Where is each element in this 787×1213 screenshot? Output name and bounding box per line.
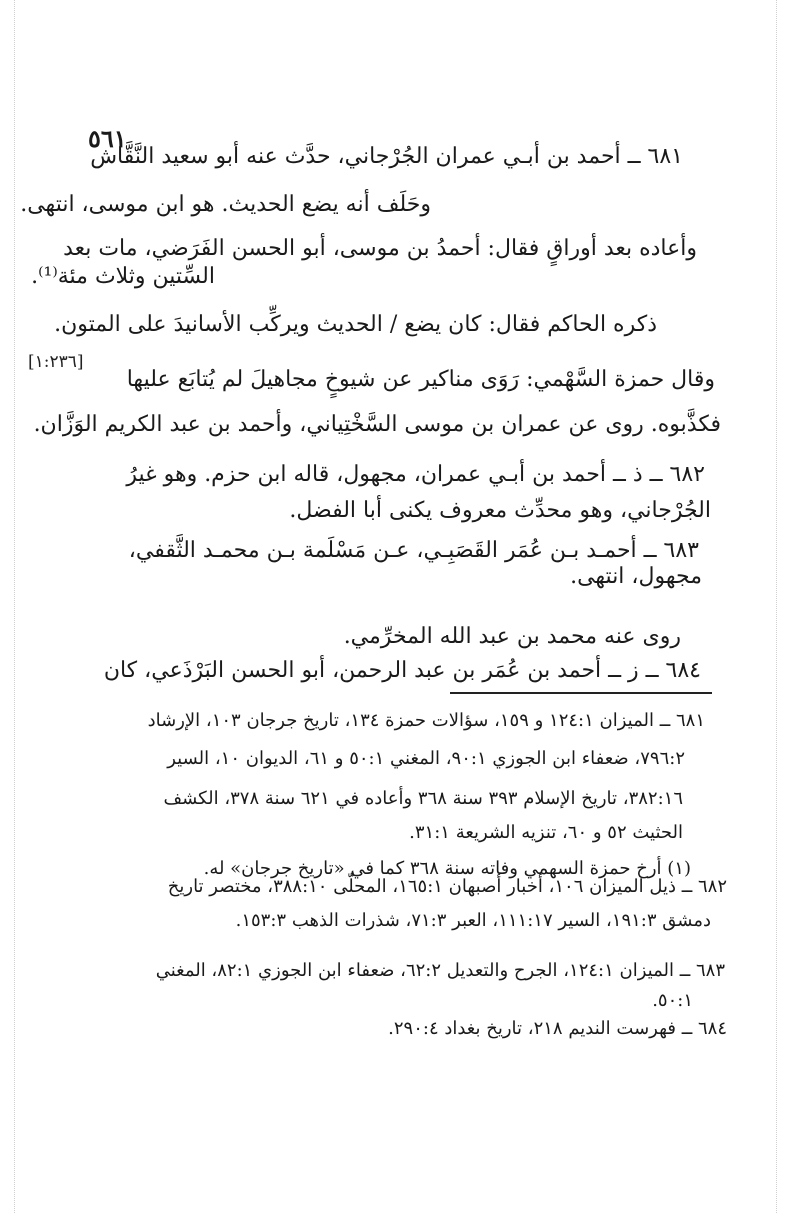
entry-684-line-1: ٦٨٤ ــ ز ــ أحمد بن عُمَر بن عبد الرحمن، أبو الحسن البَرْذَعي، كان <box>103 658 701 683</box>
entry-682-line-1: ٦٨٢ ــ ذ ــ أحمد بن أبـي عمران، مجهول، قاله ابن حزم. وهو غيرُ <box>126 462 705 487</box>
entry-682-line-2: الجُرْجاني، وهو محدِّث معروف يكنى أبا الفضل. <box>289 498 711 523</box>
footnote-separator <box>450 692 712 694</box>
entry-683-line-2: مجهول، انتهى. <box>570 564 702 589</box>
entry-681-line-4: السِّتين وثلاث مئة⁽¹⁾. <box>31 264 215 289</box>
footnote-681-line-4: الحثيث ٥٢ و ٦٠، تنزيه الشريعة ٣١:١. <box>409 822 683 843</box>
entry-681-line-6: وقال حمزة السَّهْمي: رَوَى مناكير عن شيوخٍ مجاهيلَ لم يُتابَع عليها <box>126 367 715 392</box>
footnote-1: (١) أرخ حمزة السهمي وفاته سنة ٣٦٨ كما في «تاريخ جرجان» له. <box>203 858 691 879</box>
footnote-683-line-2: ٥٠:١. <box>652 990 693 1011</box>
footnote-684: ٦٨٤ ــ فهرست النديم ٢١٨، تاريخ بغداد ٢٩٠:٤. <box>388 1018 727 1039</box>
binding-edge-mark <box>14 0 16 1213</box>
footnote-682-line-2: دمشق ١٩١:٣، السير ١١١:١٧، العبر ٧١:٣، شذرات الذهب ١٥٣:٣. <box>235 910 711 931</box>
footnote-682-line-1: ٦٨٢ ــ ذيل الميزان ١٠٦، أخبار أصبهان ١٦٥:١، المحلّى ٣٨٨:١٠، مختصر تاريخ <box>167 876 727 897</box>
entry-681-line-1: ٦٨١ ــ أحمد بن أبـي عمران الجُرْجاني، حدَّث عنه أبو سعيد النَّقَّاش <box>90 144 683 169</box>
page-edge-mark <box>776 0 778 1213</box>
margin-volume-reference: [١:٢٣٦] <box>28 352 84 372</box>
footnote-681-line-1: ٦٨١ ــ الميزان ١٢٤:١ و ١٥٩، سؤالات حمزة ١٣٤، تاريخ جرجان ١٠٣، الإرشاد <box>147 710 705 731</box>
footnote-681-line-2: ٧٩٦:٢، ضعفاء ابن الجوزي ٩٠:١، المغني ٥٠:١ و ٦١، الديوان ١٠، السير <box>167 748 685 769</box>
page-number: ٥٦١ <box>88 124 127 153</box>
footnote-683-line-1: ٦٨٣ ــ الميزان ١٢٤:١، الجرح والتعديل ٦٢:٢، ضعفاء ابن الجوزي ٨٢:١، المغني <box>155 960 725 981</box>
entry-683-line-1: ٦٨٣ ــ أحمـد بـن عُمَر القَصَبِـي، عـن مَسْلَمة بـن محمـد الثَّقفي، <box>128 538 699 563</box>
entry-681-line-5: ذكره الحاكم فقال: كان يضع / الحديث ويركِّب الأسانيدَ على المتون. <box>54 312 657 337</box>
footnote-681-line-3: ٣٨٢:١٦، تاريخ الإسلام ٣٩٣ سنة ٣٦٨ وأعاده في ٦٢١ سنة ٣٧٨، الكشف <box>163 788 683 809</box>
entry-681-line-7: فكذَّبوه. روى عن عمران بن موسى السَّخْتِياني، وأحمد بن عبد الكريم الوَزَّان. <box>33 412 721 437</box>
entry-681-line-2: وحَلَف أنه يضع الحديث. هو ابن موسى، انتهى. <box>20 192 431 217</box>
entry-681-line-3: وأعاده بعد أوراقٍ فقال: أحمدُ بن موسى، أبو الحسن الفَرَضي، مات بعد <box>63 236 697 261</box>
entry-683-line-3: روى عنه محمد بن عبد الله المخرِّمي. <box>343 624 681 649</box>
